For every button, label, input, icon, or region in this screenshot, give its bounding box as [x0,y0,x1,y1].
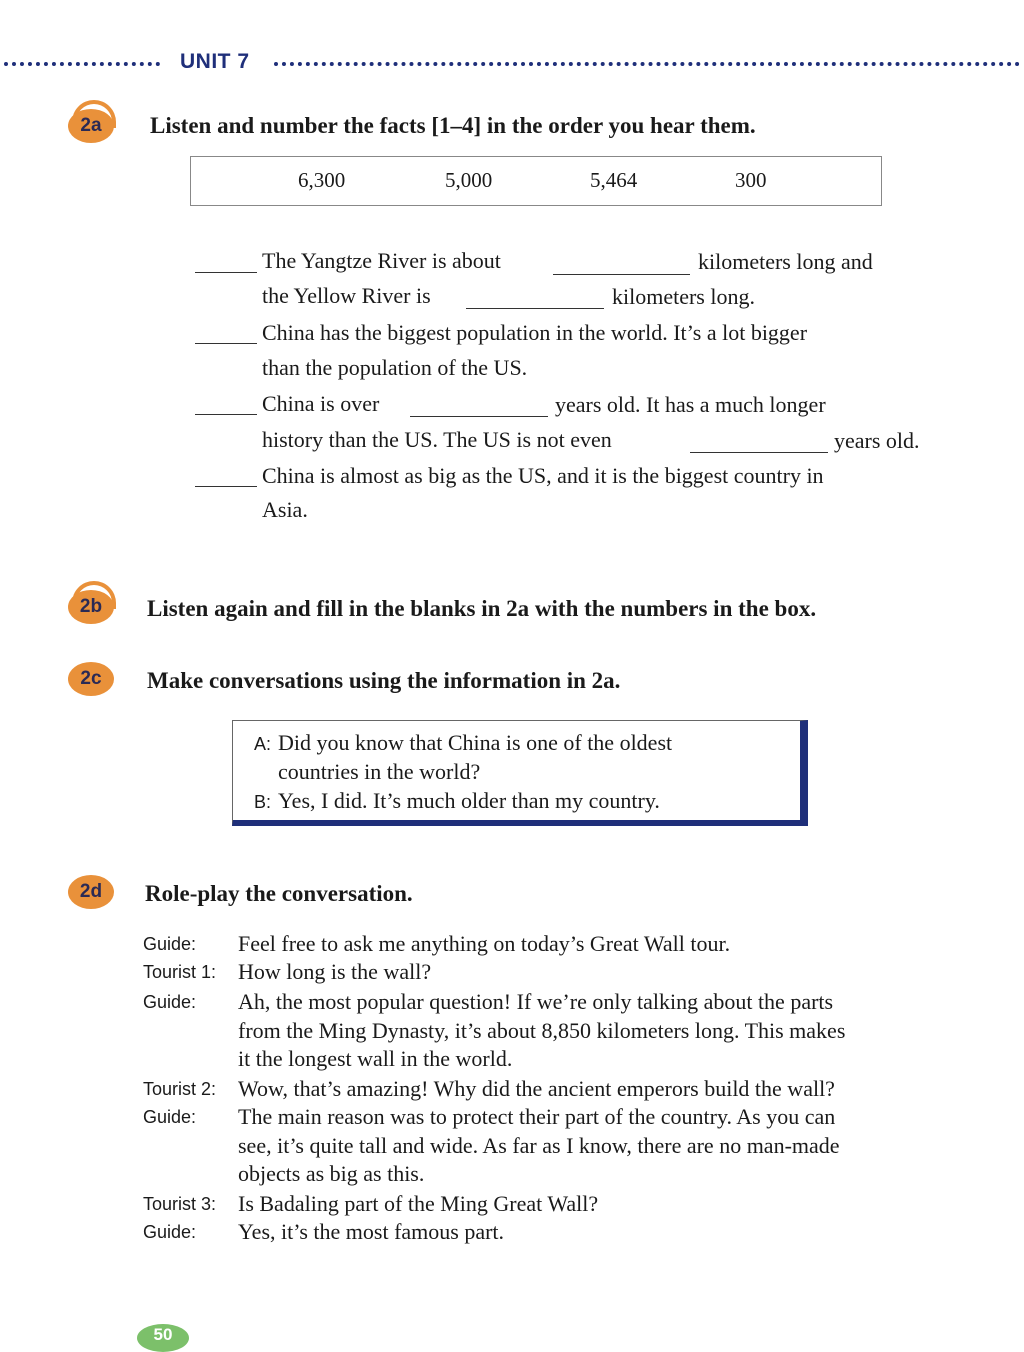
fact-text: the Yellow River is [262,283,431,308]
dialogue-text: The main reason was to protect their part of the country. As you can [238,1104,836,1129]
speaker-label: Guide: [143,992,197,1012]
speaker-label: B: [254,792,272,812]
answer-blank[interactable] [553,274,690,275]
speaker-label: Tourist 2: [143,1079,217,1099]
speaker-label: Guide: [143,934,197,954]
unit-label: UNIT 7 [180,50,250,73]
dialogue-text: from the Ming Dynasty, it’s about 8,850 kilometers long. This makes [238,1018,846,1043]
order-blank-3[interactable] [195,414,257,415]
fact-text: China is almost as big as the US, and it is the biggest country in [262,463,824,488]
dialogue-text: Wow, that’s amazing! Why did the ancient emperors build the wall? [238,1076,835,1101]
header-dots-left [4,62,160,66]
badge-2c: 2c [68,662,114,696]
number-box [190,156,882,206]
order-blank-2[interactable] [195,343,257,344]
instruction-2b: Listen again and fill in the blanks in 2a with the numbers in the box. [147,596,817,621]
conversation-text: Did you know that China is one of the oldest [278,730,673,755]
badge-2b-headphones-icon: 2b [68,590,114,624]
dialogue-text: Feel free to ask me anything on today’s Great Wall tour. [238,931,731,956]
fact-text: kilometers long and [698,249,873,274]
fact-text: history than the US. The US is not even [262,427,612,452]
dialogue-text: objects as big as this. [238,1161,425,1186]
number-item: 5,000 [445,168,493,192]
speaker-label: Guide: [143,1222,197,1242]
speaker-label: A: [254,734,272,754]
answer-blank[interactable] [410,416,548,417]
conversation-text: countries in the world? [278,759,481,784]
fact-text: China has the biggest population in the world. It’s a lot bigger [262,320,808,345]
badge-2a-headphones-icon: 2a [68,109,114,143]
fact-text: Asia. [262,497,308,522]
fact-text: China is over [262,391,380,416]
speaker-label: Tourist 3: [143,1194,217,1214]
instruction-2a: Listen and number the facts [1–4] in the order you hear them. [150,113,756,138]
speaker-label: Tourist 1: [143,962,217,982]
fact-text: years old. It has a much longer [555,392,826,417]
order-blank-4[interactable] [195,486,257,487]
dialogue-text: Yes, it’s the most famous part. [238,1219,505,1244]
instruction-2d: Role-play the conversation. [145,881,413,906]
answer-blank[interactable] [466,308,604,309]
conversation-text: Yes, I did. It’s much older than my country. [278,788,660,813]
page-number: 50 [137,1324,189,1352]
fact-text: years old. [834,428,920,453]
number-item: 300 [735,168,767,192]
header-dots-right [274,62,1020,66]
answer-blank[interactable] [690,452,828,453]
dialogue-text: it the longest wall in the world. [238,1046,513,1071]
instruction-2c: Make conversations using the information in 2a. [147,668,621,693]
dialogue-text: Is Badaling part of the Ming Great Wall? [238,1191,599,1216]
speaker-label: Guide: [143,1107,197,1127]
dialogue-text: Ah, the most popular question! If we’re only talking about the parts [238,989,834,1014]
dialogue-text: see, it’s quite tall and wide. As far as I know, there are no man-made [238,1133,840,1158]
badge-2d: 2d [68,875,114,909]
number-item: 6,300 [298,168,346,192]
dialogue-text: How long is the wall? [238,959,432,984]
fact-text: kilometers long. [612,284,755,309]
number-item: 5,464 [590,168,638,192]
order-blank-1[interactable] [195,272,257,273]
fact-text: than the population of the US. [262,355,528,380]
fact-text: The Yangtze River is about [262,248,501,273]
